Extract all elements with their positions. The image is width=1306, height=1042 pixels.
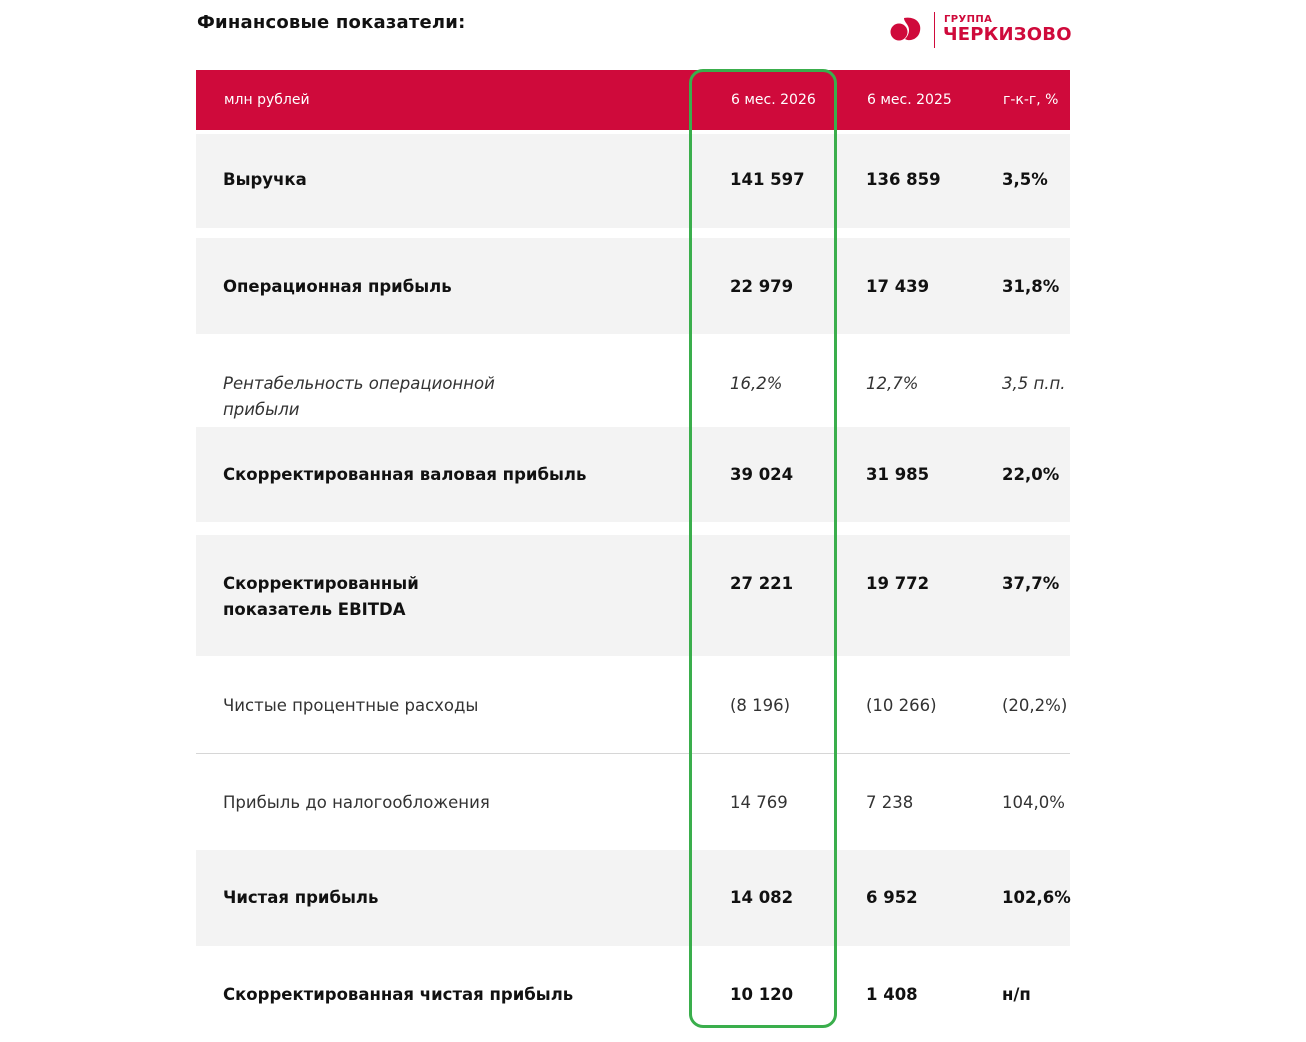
header-period-previous: 6 мес. 2025 (867, 92, 952, 108)
row-label: Операционная прибыль (223, 277, 452, 296)
table-row (196, 238, 1070, 334)
header-units: млн рублей (224, 92, 310, 108)
value-yoy: 3,5 п.п. (1002, 374, 1066, 393)
row-label: Скорректированный показатель EBITDA (223, 574, 419, 619)
table-row (196, 754, 1070, 850)
table-header (196, 70, 1070, 130)
row-label: Рентабельность операционной прибыли (223, 374, 495, 419)
value-previous: 31 985 (866, 465, 930, 484)
header-period-current: 6 мес. 2026 (731, 92, 816, 108)
column-highlight-frame (689, 69, 837, 1028)
value-current: (8 196) (730, 696, 791, 715)
table-row (196, 427, 1070, 522)
table-row (196, 656, 1070, 753)
value-yoy: 37,7% (1002, 574, 1060, 593)
company-logo (890, 10, 1072, 50)
value-current: 27 221 (730, 574, 794, 593)
row-label: Выручка (223, 170, 307, 189)
row-label: Чистая прибыль (223, 888, 379, 907)
value-current: 16,2% (730, 374, 783, 393)
value-yoy: 102,6% (1002, 888, 1071, 907)
row-label: Скорректированная чистая прибыль (223, 985, 574, 1004)
value-current: 14 082 (730, 888, 794, 907)
table-row (196, 850, 1070, 946)
value-current: 141 597 (730, 170, 805, 189)
row-label: Прибыль до налогообложения (223, 793, 490, 812)
value-previous: 7 238 (866, 793, 914, 812)
value-yoy: (20,2%) (1002, 696, 1068, 715)
value-previous: 19 772 (866, 574, 930, 593)
logo-mark-icon (890, 14, 926, 44)
value-previous: 17 439 (866, 277, 930, 296)
value-previous: 136 859 (866, 170, 941, 189)
logo-text-big: ЧЕРКИЗОВО (943, 24, 1072, 45)
value-current: 14 769 (730, 793, 788, 812)
value-yoy: 31,8% (1002, 277, 1060, 296)
value-previous: (10 266) (866, 696, 937, 715)
value-yoy: 22,0% (1002, 465, 1060, 484)
value-previous: 6 952 (866, 888, 918, 907)
value-yoy: 3,5% (1002, 170, 1048, 189)
row-label: Скорректированная валовая прибыль (223, 465, 587, 484)
table-row (196, 946, 1070, 1042)
table-row (196, 535, 1070, 656)
value-current: 10 120 (730, 985, 794, 1004)
header-yoy: г-к-г, % (1003, 92, 1059, 108)
value-yoy: 104,0% (1002, 793, 1065, 812)
value-current: 39 024 (730, 465, 794, 484)
logo-divider (934, 12, 935, 48)
value-current: 22 979 (730, 277, 794, 296)
logo-text-small: ГРУППА (944, 14, 993, 25)
row-label: Чистые процентные расходы (223, 696, 479, 715)
page-title: Финансовые показатели: (197, 12, 466, 33)
value-previous: 12,7% (866, 374, 919, 393)
table-row (196, 134, 1070, 228)
table-row (196, 334, 1070, 426)
value-previous: 1 408 (866, 985, 918, 1004)
value-yoy: н/п (1002, 985, 1031, 1004)
